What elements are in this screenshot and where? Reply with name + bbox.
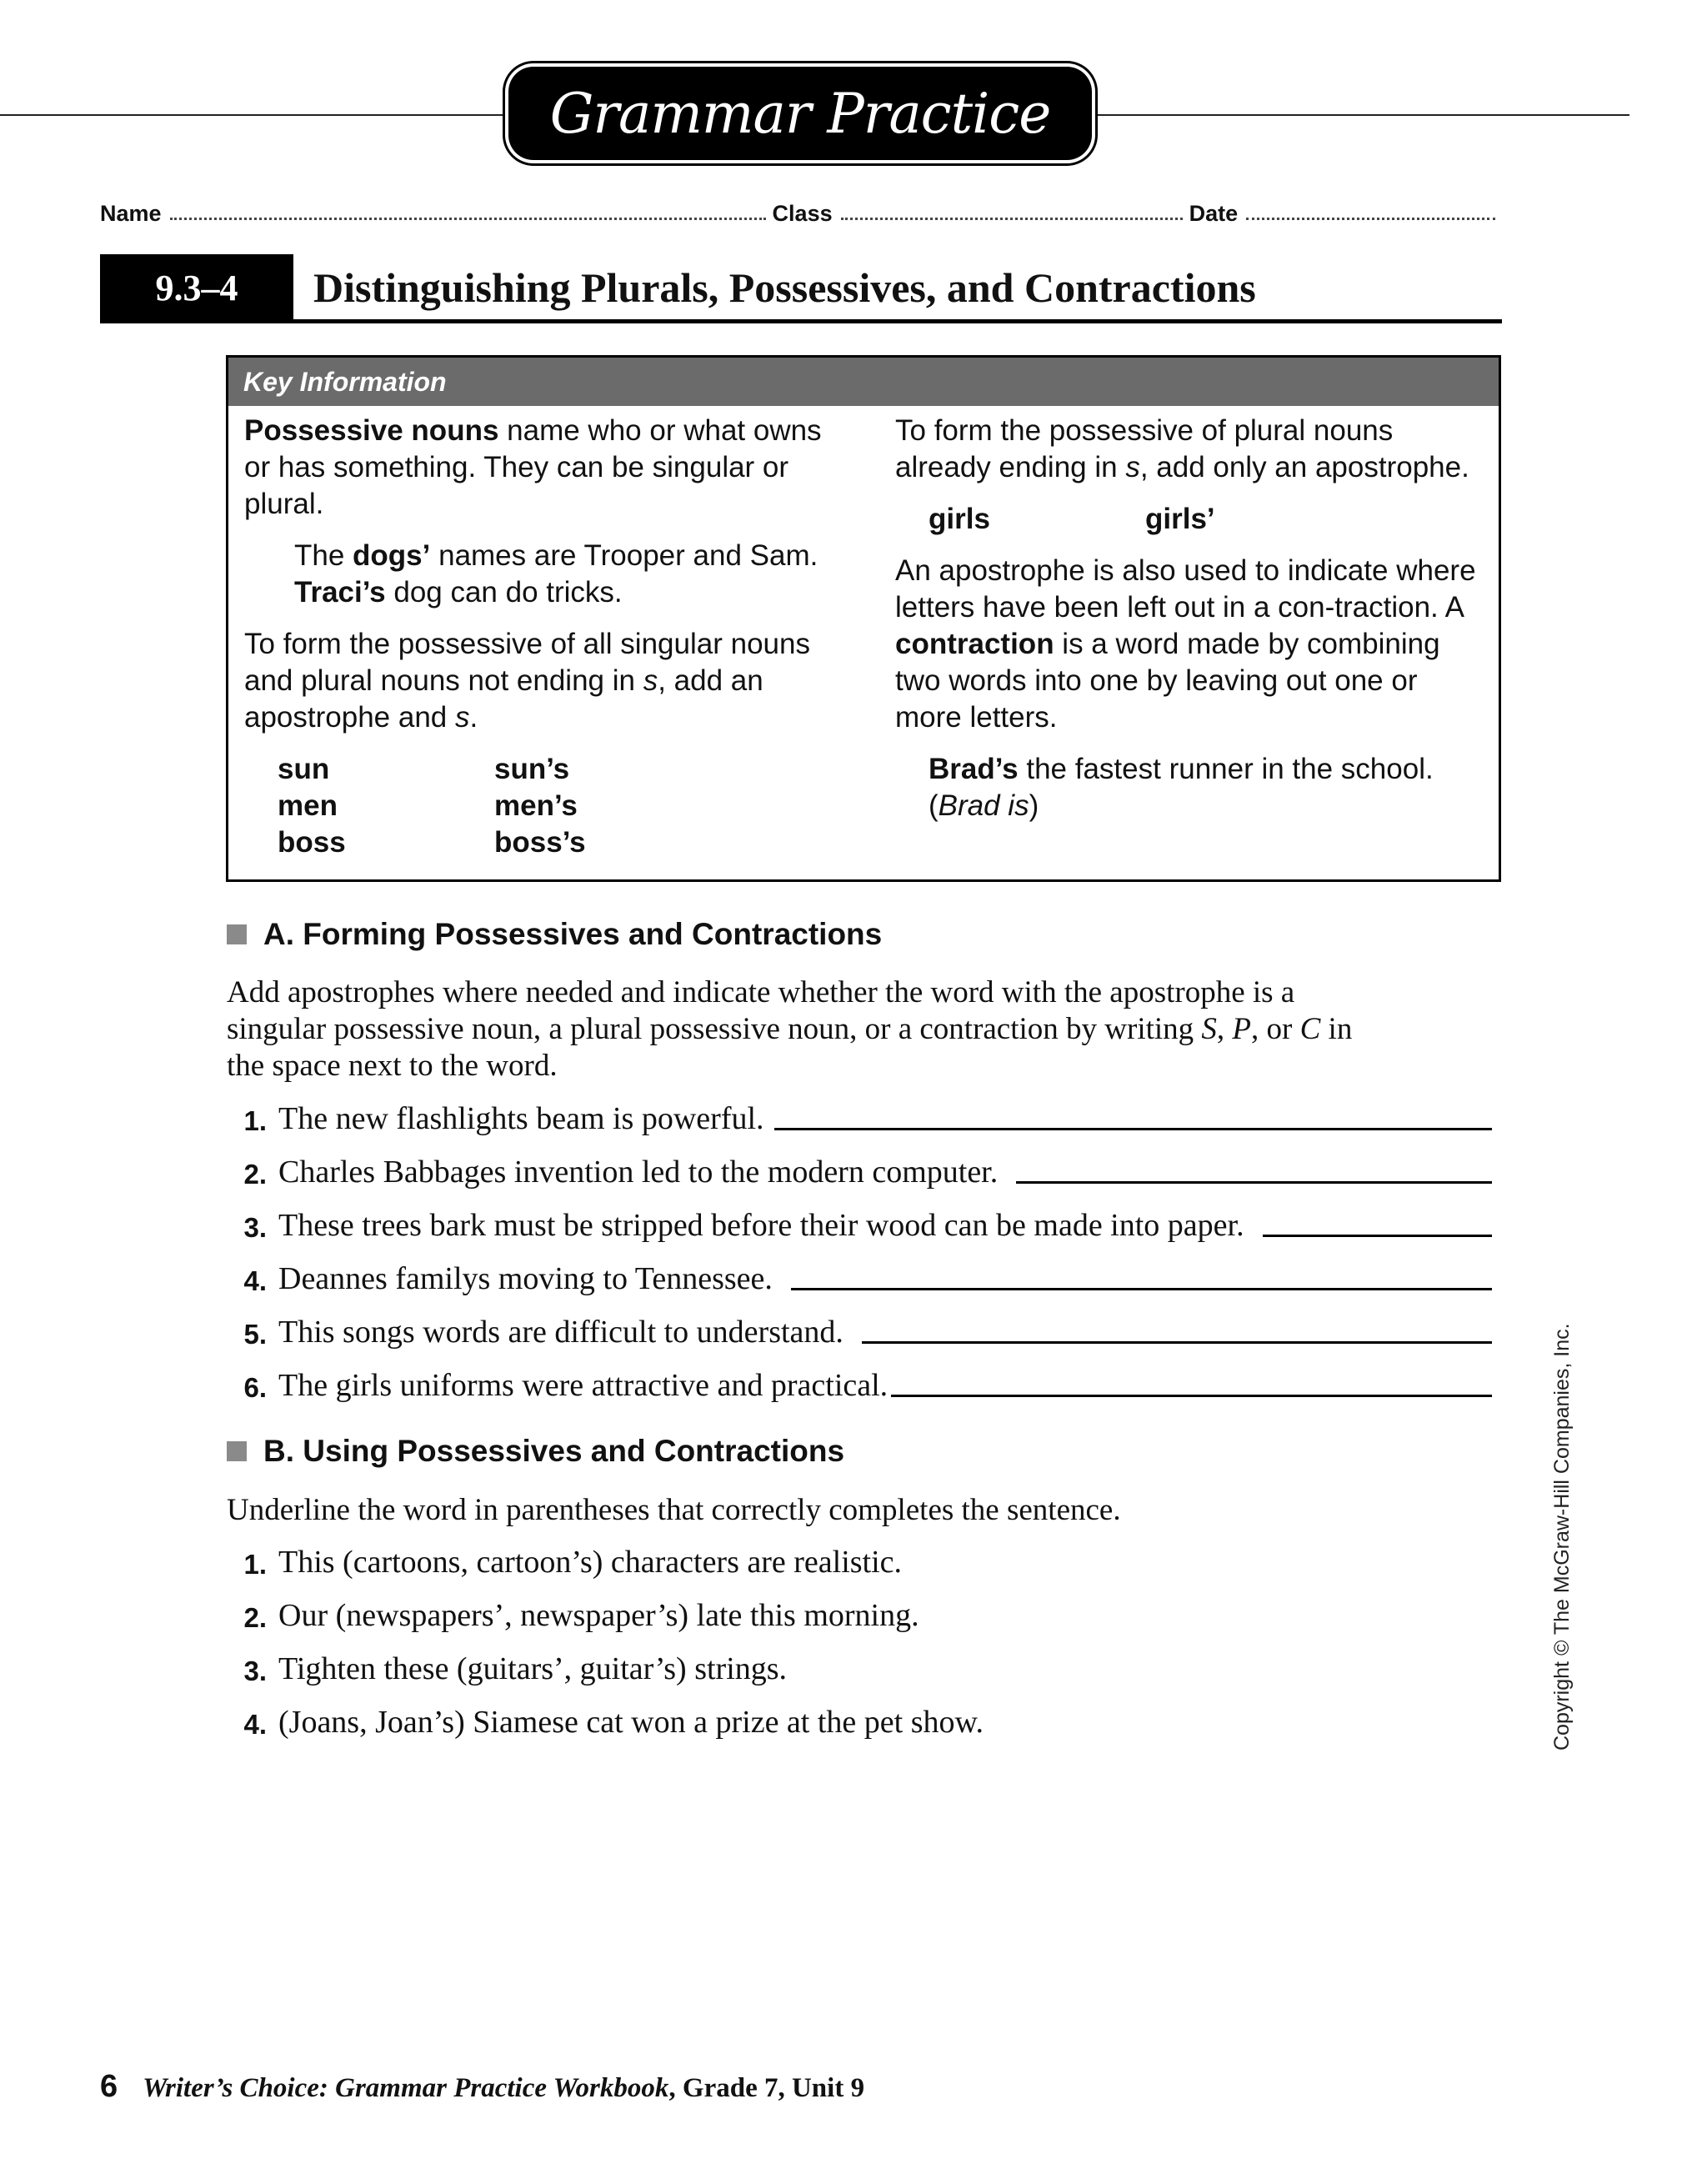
part-b-heading: B. Using Possessives and Contractions xyxy=(227,1434,844,1469)
part-a-item: 5. This songs words are difficult to understand. xyxy=(227,1314,1492,1350)
footer xyxy=(100,2069,864,2105)
part-a-item: 3. These trees bark must be stripped before their wood can be made into paper. xyxy=(227,1207,1492,1244)
singular-rule: To form the possessive of all singular nouns and plural nouns not ending in s, add an apostrophe and s. xyxy=(244,628,810,734)
key-info-left-column xyxy=(244,413,844,861)
part-a-item: 4. Deannes familys moving to Tennessee. xyxy=(227,1260,1492,1297)
date-field[interactable] xyxy=(1246,218,1495,220)
part-a-item: 1. The new flashlights beam is powerful. xyxy=(227,1100,1492,1137)
section-title: Distinguishing Plurals, Possessives, and Contractions xyxy=(313,264,1256,311)
possessive-pairs xyxy=(244,751,844,861)
answer-blank[interactable] xyxy=(891,1395,1492,1397)
answer-blank[interactable] xyxy=(1016,1181,1492,1184)
name-field[interactable] xyxy=(170,218,766,220)
part-a-heading: A. Forming Possessives and Contractions xyxy=(227,917,882,952)
example-dogs: The dogs’ names are Trooper and Sam. xyxy=(294,539,818,572)
part-b-item: 4. (Joans, Joan’s) Siamese cat won a prize at the pet show. xyxy=(243,1705,984,1740)
class-field[interactable] xyxy=(841,218,1183,220)
possessive-definition: Possessive nouns name who or what owns or has something. They can be singular or plural. xyxy=(244,414,822,520)
student-info-row xyxy=(100,193,1502,227)
answer-blank[interactable] xyxy=(1263,1235,1492,1237)
section-number: 9.3–4 xyxy=(100,254,293,321)
part-a-item: 6. The girls uniforms were attractive and practical. xyxy=(227,1367,1492,1404)
class-label: Class xyxy=(772,201,833,226)
answer-blank[interactable] xyxy=(791,1288,1492,1290)
date-label: Date xyxy=(1189,201,1239,226)
key-information-heading: Key Information xyxy=(228,358,1499,406)
banner-title: Grammar Practice xyxy=(549,81,1051,146)
pair-row: sun sun’s xyxy=(278,753,570,785)
part-b-item: 2. Our (newspapers’, newspaper’s) late this morning. xyxy=(243,1598,919,1633)
square-bullet-icon xyxy=(227,1441,247,1461)
page-number: 6 xyxy=(100,2069,118,2104)
key-information-box xyxy=(226,355,1501,882)
copyright-notice: Copyright © The McGraw-Hill Companies, Inc. xyxy=(1550,1323,1574,1751)
plural-rule: To form the possessive of plural nouns already ending in s, add only an apostrophe. xyxy=(895,414,1469,483)
part-b-item: 1. This (cartoons, cartoon’s) characters are realistic. xyxy=(243,1545,903,1580)
example-brad: Brad’s the fastest runner in the school. xyxy=(929,753,1434,785)
answer-blank[interactable] xyxy=(862,1341,1492,1344)
key-info-right-column xyxy=(895,413,1487,824)
part-a-item: 2. Charles Babbages invention led to the modern computer. xyxy=(227,1154,1492,1190)
name-label: Name xyxy=(100,201,162,226)
example-brad-expansion: (Brad is) xyxy=(929,789,1039,822)
part-b-item: 3. Tighten these (guitars’, guitar’s) strings. xyxy=(243,1651,788,1686)
section-rule xyxy=(100,319,1502,323)
pair-row: boss boss’s xyxy=(278,826,586,859)
part-a-instructions: Add apostrophes where needed and indicate whether the word with the apostrophe is a singular possessive noun, a plural possessive noun, or a contraction by writing S, P, or C in the space next to the word. xyxy=(227,975,1353,1083)
pair-row: girls girls’ xyxy=(929,503,1215,535)
example-traci: Traci’s dog can do tricks. xyxy=(294,576,623,609)
square-bullet-icon xyxy=(227,924,247,944)
answer-blank[interactable] xyxy=(774,1128,1492,1130)
footer-title: Writer’s Choice: Grammar Practice Workbook, Grade 7, Unit 9 xyxy=(143,2073,865,2103)
pair-row: men men’s xyxy=(278,789,578,822)
contraction-rule: An apostrophe is also used to indicate where letters have been left out in a con-traction. A contraction is a word made by combining two words into one by leaving out one or more letters. xyxy=(895,554,1476,734)
part-b-instructions: Underline the word in parentheses that correctly completes the sentence. xyxy=(227,1493,1121,1527)
banner xyxy=(508,67,1092,160)
